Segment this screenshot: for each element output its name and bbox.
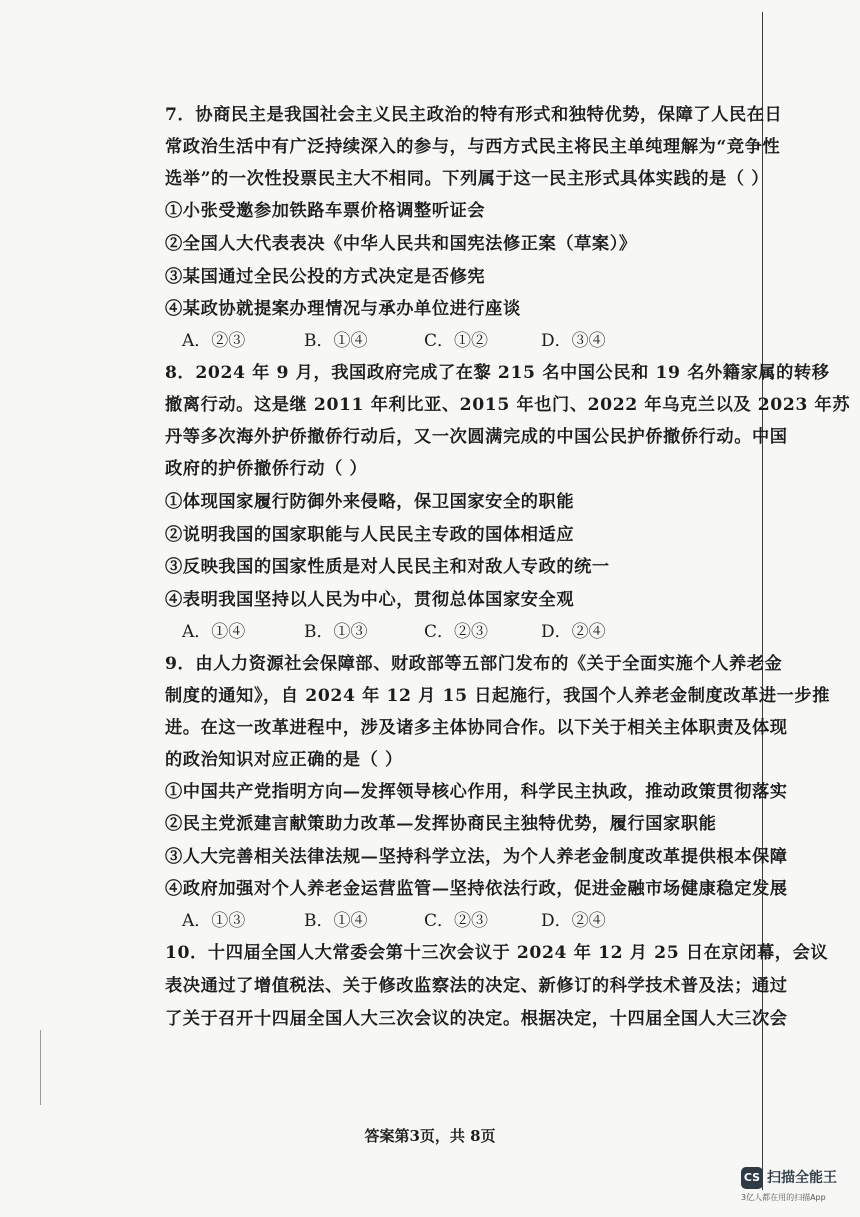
question-8-options bbox=[0, 620, 860, 644]
question-9-item: ④政府加强对个人养老金运营监管—坚持依法行政，促进金融市场健康稳定发展 bbox=[165, 879, 788, 899]
question-8-text: 8．2024 年 9 月，我国政府完成了在黎 215 名中国公民和 19 名外籍家属的转移 bbox=[165, 363, 830, 383]
question-10-text: 了关于召开十四届全国人大三次会议的决定。根据决定，十四届全国人大三次会 bbox=[165, 1009, 788, 1029]
question-8-item: ④表明我国坚持以人民为中心，贯彻总体国家安全观 bbox=[165, 590, 575, 610]
option-b: B．①④ bbox=[304, 331, 368, 351]
camscanner-logo-icon: CS bbox=[741, 1167, 763, 1189]
option-c: C．①② bbox=[424, 331, 489, 351]
question-7-item: ④某政协就提案办理情况与承办单位进行座谈 bbox=[165, 299, 521, 319]
question-7-item: ②全国人大代表表决《中华人民共和国宪法修正案（草案）》 bbox=[165, 234, 637, 254]
option-d: D．②④ bbox=[541, 911, 606, 931]
option-a: A．①④ bbox=[182, 622, 246, 642]
question-9-text: 制度的通知》，自 2024 年 12 月 15 日起施行，我国个人养老金制度改革进一步推 bbox=[165, 686, 831, 706]
page-footer: 答案第3页，共 8页 bbox=[364, 1127, 496, 1145]
question-9-options bbox=[0, 909, 860, 933]
option-b: B．①③ bbox=[304, 622, 368, 642]
option-d: D．③④ bbox=[541, 331, 606, 351]
watermark-tagline: 3亿人都在用的扫描App bbox=[741, 1193, 826, 1202]
question-7-text: 常政治生活中有广泛持续深入的参与，与西方式民主将民主单纯理解为“竞争性 bbox=[165, 137, 781, 157]
option-b: B．①④ bbox=[304, 911, 368, 931]
question-9-text: 进。在这一改革进程中，涉及诸多主体协同合作。以下关于相关主体职责及体现 bbox=[165, 718, 788, 738]
question-8-text: 政府的护侨撤侨行动（ ） bbox=[165, 459, 368, 479]
question-8-text: 丹等多次海外护侨撤侨行动后，又一次圆满完成的中国公民护侨撤侨行动。中国 bbox=[165, 427, 788, 447]
question-9-item: ①中国共产党指明方向—发挥领导核心作用，科学民主执政，推动政策贯彻落实 bbox=[165, 782, 788, 802]
question-9-text: 的政治知识对应正确的是（ ） bbox=[165, 750, 403, 770]
question-9-item: ②民主党派建言献策助力改革—发挥协商民主独特优势，履行国家职能 bbox=[165, 814, 717, 834]
question-7-item: ③某国通过全民公投的方式决定是否修宪 bbox=[165, 267, 486, 287]
question-10-text: 表决通过了增值税法、关于修改监察法的决定、新修订的科学技术普及法；通过 bbox=[165, 976, 788, 996]
option-d: D．②④ bbox=[541, 622, 606, 642]
question-8-text: 撤离行动。这是继 2011 年利比亚、2015 年也门、2022 年乌克兰以及 2023 年苏 bbox=[165, 395, 851, 415]
question-7-text: 7．协商民主是我国社会主义民主政治的特有形式和独特优势，保障了人民在日 bbox=[165, 105, 783, 125]
option-c: C．②③ bbox=[424, 911, 489, 931]
question-7-text: 选举”的一次性投票民主大不相同。下列属于这一民主形式具体实践的是（ ） bbox=[165, 169, 770, 189]
question-10-text: 10．十四届全国人大常委会第十三次会议于 2024 年 12 月 25 日在京闭幕，会议 bbox=[165, 943, 829, 963]
question-7-item: ①小张受邀参加铁路车票价格调整听证会 bbox=[165, 201, 486, 221]
question-8-item: ②说明我国的国家职能与人民民主专政的国体相适应 bbox=[165, 525, 575, 545]
option-c: C．②③ bbox=[424, 622, 489, 642]
option-a: A．②③ bbox=[182, 331, 246, 351]
scanner-watermark bbox=[741, 1167, 851, 1207]
question-9-text: 9．由人力资源社会保障部、财政部等五部门发布的《关于全面实施个人养老金 bbox=[165, 654, 783, 674]
question-8-item: ①体现国家履行防御外来侵略，保卫国家安全的职能 bbox=[165, 492, 575, 512]
option-a: A．①③ bbox=[182, 911, 246, 931]
question-7-options bbox=[0, 329, 860, 353]
question-8-item: ③反映我国的国家性质是对人民民主和对敌人专政的统一 bbox=[165, 557, 610, 577]
watermark-name: 扫描全能王 bbox=[767, 1170, 837, 1186]
question-9-item: ③人大完善相关法律法规—坚持科学立法，为个人养老金制度改革提供根本保障 bbox=[165, 847, 788, 867]
scan-edge-mark bbox=[40, 1030, 41, 1105]
